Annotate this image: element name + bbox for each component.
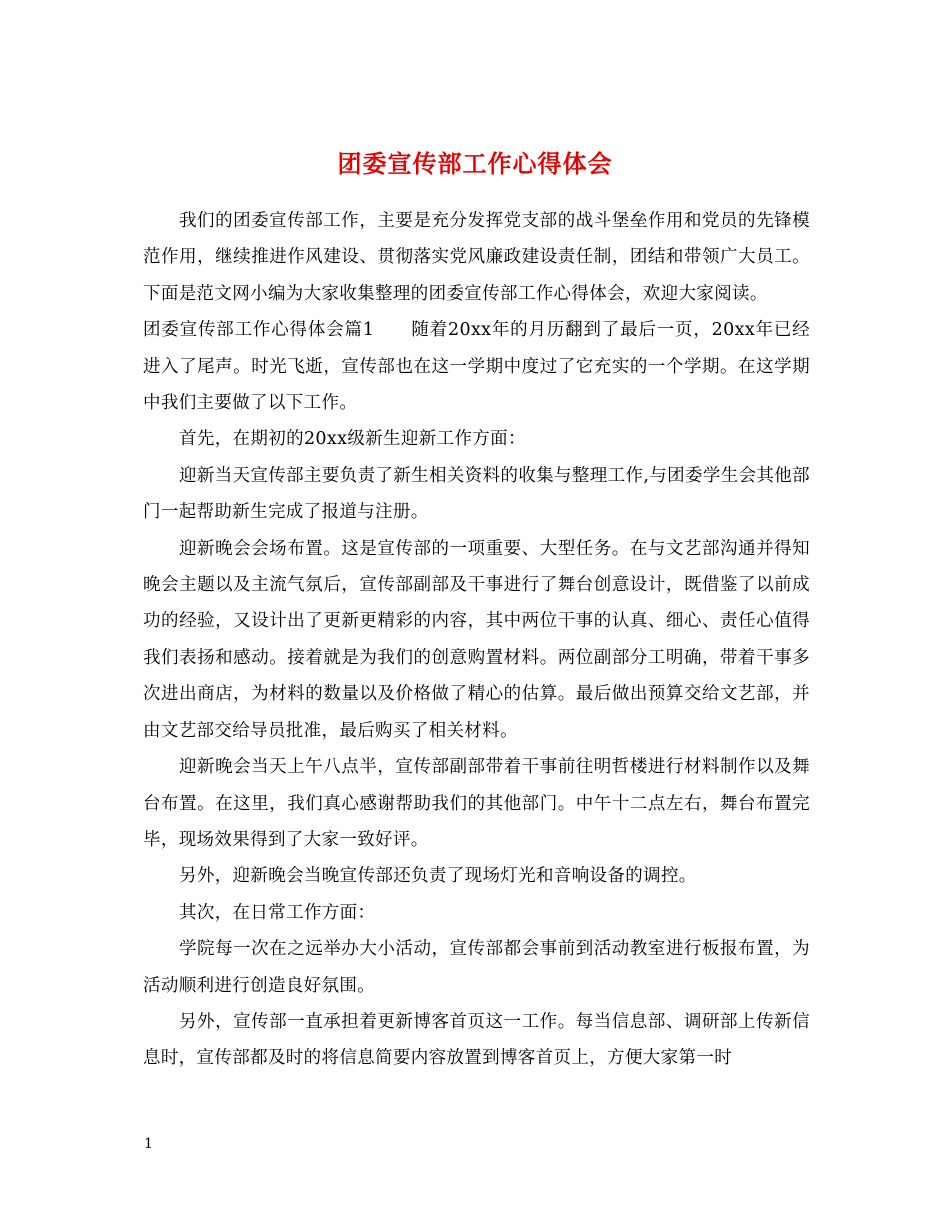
body-paragraph: 迎新当天宣传部主要负责了新生相关资料的收集与整理工作,与团委学生会其他部门一起帮助新生完成了报道与注册。 [143,465,810,523]
document-title: 团委宣传部工作心得体会 [337,149,613,179]
body-paragraph: 其次，在日常工作方面： [179,902,376,923]
body-paragraph: 迎新晚会当天上午八点半，宣传部副部带着干事前往明哲楼进行材料制作以及舞台布置。在这里，我们真心感谢帮助我们的其他部门。中午十二点左右，舞台布置完毕，现场效果得到了大家一致好评。 [143,757,810,850]
body-paragraph: 学院每一次在之远举办大小活动，宣传部都会事前到活动教室进行板报布置，为活动顺利进行创造良好氛围。 [143,939,810,996]
body-paragraph: 我们的团委宣传部工作，主要是充分发挥党支部的战斗堡垒作用和党员的先锋模范作用，继续推进作风建设、贯彻落实党风廉政建设责任制，团结和带领广大员工。下面是范文网小编为大家收集整理的团委宣传部工作心得体会，欢迎大家阅读。 [143,211,810,304]
body-paragraph: 另外，宣传部一直承担着更新博客首页这一工作。每当信息部、调研部上传新信息时，宣传部都及时的将信息简要内容放置到博客首页上，方便大家第一时 [143,1011,810,1069]
body-paragraph: 迎新晚会会场布置。这是宣传部的一项重要、大型任务。在与文艺部沟通并得知晚会主题以及主流气氛后，宣传部副部及干事进行了舞台创意设计，既借鉴了以前成功的经验，又设计出了更新更精彩的内容，其中两位干事的认真、细心、责任心值得我们表扬和感动。接着就是为我们的创意购置材料。两位副部分工明确，带着干事多次进出商店，为材料的数量以及价格做了精心的估算。最后做出预算交给文艺部，并由文艺部交给导员批准，最后购买了相关材料。 [143,538,810,741]
document-body [143,203,810,1077]
body-paragraph: 另外，迎新晚会当晚宣传部还负责了现场灯光和音响设备的调控。 [179,866,697,887]
body-paragraph: 首先，在期初的20xx级新生迎新工作方面： [179,429,526,450]
page-number: 1 [144,1136,153,1152]
body-paragraph: 团委宣传部工作心得体会篇1 随着20xx年的月历翻到了最后一页，20xx年已经进入了尾声。时光飞逝，宣传部也在这一学期中度过了它充实的一个学期。在这学期中我们主要做了以下工作。 [143,320,810,414]
